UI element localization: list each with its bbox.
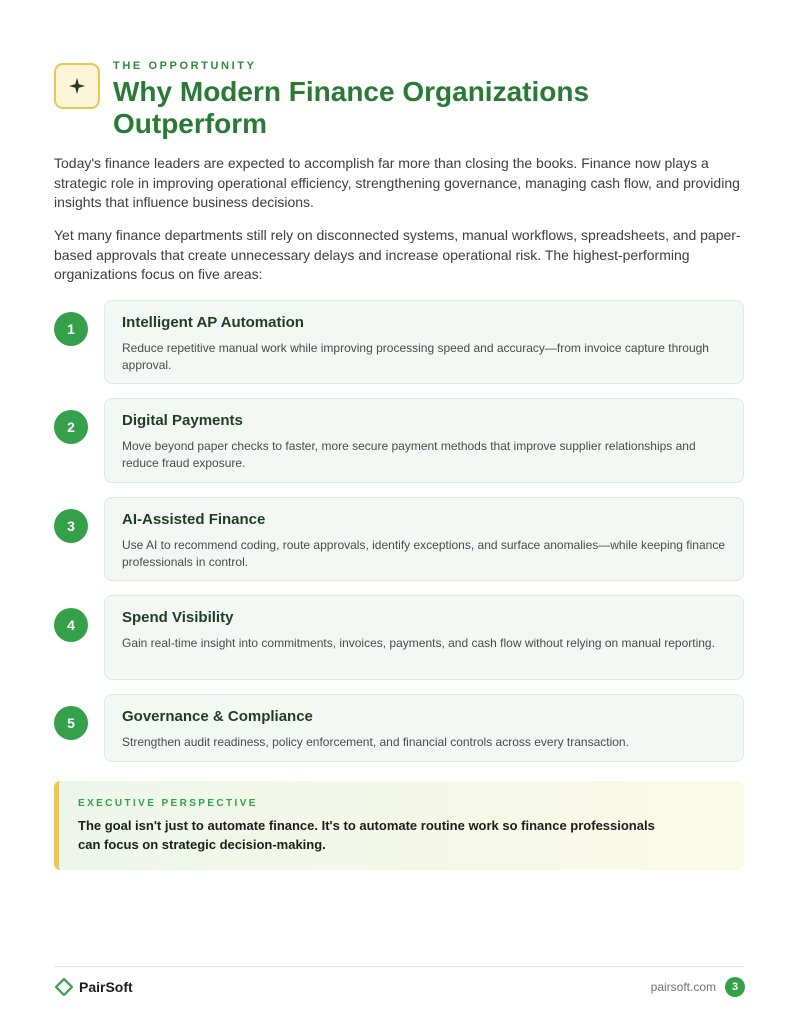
sparkle-icon — [54, 63, 100, 109]
focus-area-card — [104, 694, 744, 762]
focus-area-title: Governance & Compliance — [122, 708, 313, 725]
focus-area-description: Use AI to recommend coding, route approvals, identify exceptions, and surface anomalies—while keeping finance professionals in control. — [122, 538, 726, 569]
step-number-badge: 3 — [54, 509, 88, 543]
diamond-logo-icon — [54, 977, 74, 997]
focus-area-title: Intelligent AP Automation — [122, 314, 304, 331]
focus-area-description: Strengthen audit readiness, policy enforcement, and financial controls across every transaction. — [122, 735, 629, 749]
focus-area-description: Gain real-time insight into commitments, invoices, payments, and cash flow without relying on manual reporting. — [122, 636, 715, 650]
website-link[interactable]: pairsoft.com — [650, 980, 716, 994]
page-title: Why Modern Finance Organizations Outperform — [113, 76, 590, 139]
footer-divider — [54, 966, 744, 967]
executive-perspective-callout — [54, 781, 744, 870]
callout-quote: The goal isn't just to automate finance. It's to automate routine work so finance professionals can focus on strategic decision-making. — [78, 818, 655, 852]
callout-label: EXECUTIVE PERSPECTIVE — [78, 798, 258, 809]
focus-area-description: Reduce repetitive manual work while improving processing speed and accuracy—from invoice capture through approval. — [122, 341, 709, 372]
step-number-badge: 1 — [54, 312, 88, 346]
footer-brand — [54, 977, 133, 997]
intro-paragraph-1: Today's finance leaders are expected to accomplish far more than closing the books. Finance now plays a strategic role in improving operational efficiency, strengthening governance, managing cash flow, and providing insights that influence business decisions. — [54, 155, 740, 210]
focus-area-card — [104, 497, 744, 581]
step-number-badge: 4 — [54, 608, 88, 642]
focus-area-card — [104, 300, 744, 384]
step-number-badge: 2 — [54, 410, 88, 444]
step-number-badge: 5 — [54, 706, 88, 740]
focus-area-card — [104, 398, 744, 483]
page-number-badge: 3 — [725, 977, 745, 997]
focus-area-title: Spend Visibility — [122, 609, 234, 626]
focus-area-title: AI-Assisted Finance — [122, 511, 266, 528]
focus-area-description: Move beyond paper checks to faster, more secure payment methods that improve supplier relationships and reduce fraud exposure. — [122, 439, 696, 470]
section-eyebrow: THE OPPORTUNITY — [113, 60, 257, 72]
focus-area-card — [104, 595, 744, 680]
focus-area-title: Digital Payments — [122, 412, 243, 429]
brand-name: PairSoft — [79, 979, 133, 995]
intro-paragraph-2: Yet many finance departments still rely on disconnected systems, manual workflows, spreadsheets, and paper-based approvals that create unnecessary delays and increase operational risk. The highest-performing organizations focus on five areas: — [54, 227, 741, 282]
